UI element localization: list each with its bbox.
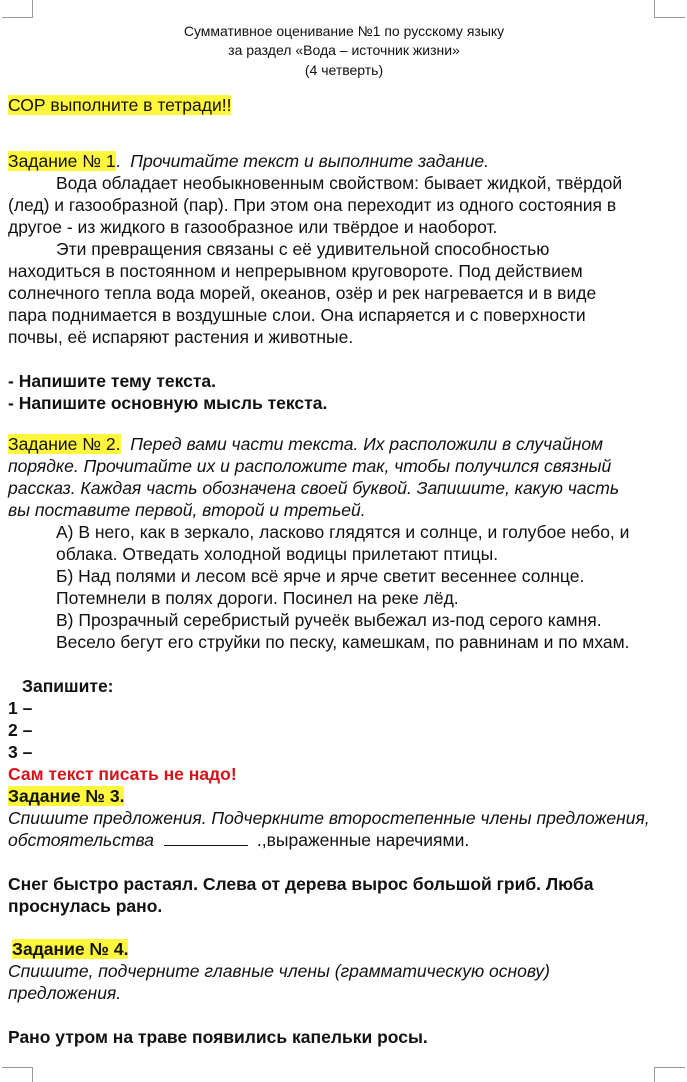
task4-instruction-line: Спишите, подчерните главные члены (грамматическую основу)	[8, 961, 551, 981]
task3-heading	[8, 785, 124, 807]
task1-label-dot: .	[115, 151, 121, 171]
top-note	[8, 94, 231, 116]
task3-instruction-start: обстоятельства	[8, 830, 155, 850]
task2-part-line: А) В него, как в зеркало, ласково глядятся и солнце, и голубое небо, и	[56, 522, 630, 542]
task2-part-line: Потемнели в полях дороги. Посинел на реке лёд.	[56, 588, 459, 608]
task2-instruction-line: порядке. Прочитайте их и расположите так, чтобы получился связный	[8, 456, 612, 476]
task1-text-line: Эти превращения связаны с её удивительной способностью	[56, 239, 550, 259]
task1-instruction: Прочитайте текст и выполните задание.	[130, 151, 490, 171]
task2-instruction-line: рассказ. Каждая часть обозначена своей буквой. Запишите, какую часть	[8, 478, 620, 498]
task4-sentence: Рано утром на траве появились капельки росы.	[8, 1027, 428, 1047]
task2-warning: Сам текст писать не надо!	[8, 764, 237, 784]
answer-blank	[164, 831, 248, 846]
task2-instruction-line: Перед вами части текста. Их расположили в случайном	[130, 434, 604, 454]
task4-label: Задание № 4.	[12, 939, 129, 959]
crop-mark-bottom-right	[654, 1067, 685, 1082]
header-line-3: (4 четверть)	[304, 62, 384, 78]
task1-text-line: находиться в постоянном и непрерывном круговороте. Под действием	[8, 261, 583, 281]
task2-write-label: Запишите:	[22, 676, 114, 696]
task2-heading	[8, 433, 603, 455]
header-line-2: за раздел «Вода – источник жизни»	[228, 42, 460, 58]
task1-text-line: пара поднимается в воздушные слои. Она испаряется и с поверхности	[8, 305, 586, 325]
crop-mark-bottom-left	[2, 1067, 33, 1082]
task2-part-line: Б) Над полями и лесом всё ярче и ярче светит весеннее солнце.	[56, 566, 585, 586]
task2-part-line: В) Прозрачный серебристый ручеёк выбежал из-под серого камня.	[56, 610, 602, 630]
task3-label: Задание № 3.	[8, 786, 125, 806]
task1-label: Задание № 1	[8, 151, 116, 171]
header-line-1: Суммативное оценивание №1 по русскому языку	[183, 23, 505, 39]
task1-text-line: (лед) и газообразной (пар). При этом она переходит из одного состояния в	[8, 195, 617, 215]
task3-instruction-end: .,выраженные наречиями.	[252, 830, 470, 850]
task1-heading	[8, 150, 489, 172]
answer-line: 3 –	[8, 742, 33, 762]
task1-text-line: другое - из жидкого в газообразное или твёрдое и наоборот.	[8, 217, 498, 237]
task3-instruction-line: Спишите предложения. Подчеркните второстепенные члены предложения,	[8, 808, 650, 828]
task2-instruction-line: вы поставите первой, второй и третьей.	[8, 500, 366, 520]
answer-line: 2 –	[8, 720, 33, 740]
task1-question: - Напишите тему текста.	[8, 371, 217, 391]
task4-instruction-line: предложения.	[8, 983, 122, 1003]
task3-sentence-line: Снег быстро растаял. Слева от дерева вырос большой гриб. Люба	[8, 874, 594, 894]
answer-line: 1 –	[8, 698, 33, 718]
task3-sentence-line: проснулась рано.	[8, 896, 163, 916]
task2-part-line: Весело бегут его струйки по песку, камешкам, по равнинам и по мхам.	[56, 632, 630, 652]
crop-mark-top-right	[654, 0, 685, 18]
task1-text-line: почвы, её испаряют растения и животные.	[8, 327, 354, 347]
task3-instruction-line-2	[8, 829, 469, 851]
top-note-text: СОР выполните в тетради!!	[8, 95, 232, 115]
task1-text-line: Вода обладает необыкновенным свойством: бывает жидкой, твёрдой	[56, 173, 623, 193]
crop-mark-top-left	[2, 0, 33, 18]
task2-part-line: облака. Отведать холодной водицы прилетают птицы.	[56, 544, 499, 564]
task1-question: - Напишите основную мысль текста.	[8, 393, 328, 413]
task1-text-line: солнечного тепла вода морей, океанов, озёр и рек нагревается и в виде	[8, 283, 597, 303]
task2-label: Задание № 2.	[8, 434, 121, 454]
task4-heading	[12, 938, 128, 960]
